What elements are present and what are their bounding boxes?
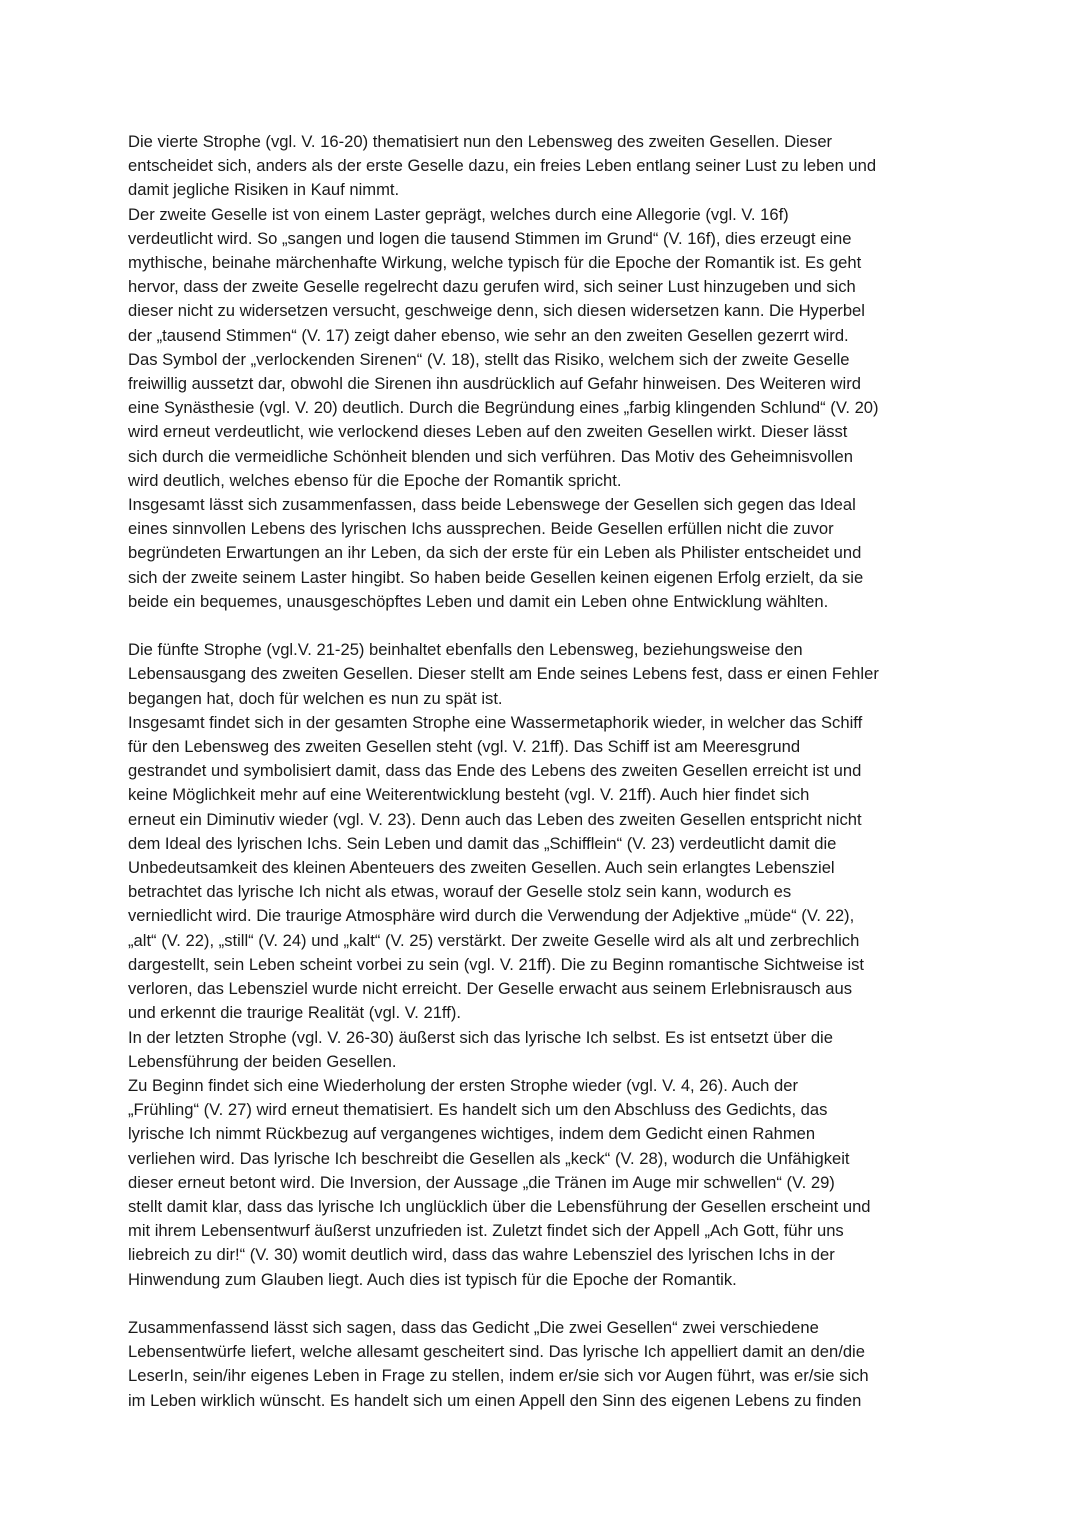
text-line: „alt“ (V. 22), „still“ (V. 24) und „kalt“ (V. 25) verstärkt. Der zweite Geselle wird als alt und zerbrechlich — [128, 930, 860, 950]
text-line: keine Möglichkeit mehr auf eine Weiterentwicklung besteht (vgl. V. 21ff). Auch hier findet sich — [128, 785, 810, 805]
text-line: Hinwendung zum Glauben liegt. Auch dies ist typisch für die Epoche der Romantik. — [128, 1269, 737, 1289]
text-line: lyrische Ich nimmt Rückbezug auf vergangenes wichtiges, indem dem Gedicht einen Rahmen — [128, 1124, 816, 1144]
text-line: Lebensführung der beiden Gesellen. — [128, 1051, 397, 1071]
text-line: verliehen wird. Das lyrische Ich beschreibt die Gesellen als „keck“ (V. 28), wodurch die Unfähigkeit — [128, 1148, 850, 1168]
text-line: sich durch die vermeidliche Schönheit blenden und sich verführen. Das Motiv des Geheimnisvollen — [128, 446, 853, 466]
text-line: verniedlicht wird. Die traurige Atmosphäre wird durch die Verwendung der Adjektive „müde“ (V. 22), — [128, 906, 855, 926]
text-line: „Frühling“ (V. 27) wird erneut thematisiert. Es handelt sich um den Abschluss des Gedichts, das — [128, 1100, 828, 1120]
text-line: dargestellt, sein Leben scheint vorbei zu sein (vgl. V. 21ff). Die zu Beginn romantische Sichtweise ist — [128, 954, 865, 974]
text-line: verdeutlicht wird. So „sangen und logen die tausend Stimmen im Grund“ (V. 16f), dies erzeugt eine — [128, 228, 852, 248]
text-line: damit jegliche Risiken in Kauf nimmt. — [128, 180, 400, 200]
paragraph-gap — [128, 1292, 958, 1316]
paragraph-block-strophe-4 — [128, 130, 958, 614]
text-line: erneut ein Diminutiv wieder (vgl. V. 23). Denn auch das Leben des zweiten Gesellen entspricht nicht — [128, 809, 862, 829]
text-line: mit ihrem Lebensentwurf äußerst unzufrieden ist. Zuletzt findet sich der Appell „Ach Gott, führ uns — [128, 1221, 844, 1241]
text-line: beide ein bequemes, unausgeschöpftes Leben und damit ein Leben ohne Entwicklung wählten. — [128, 591, 829, 611]
document-page — [128, 130, 958, 1413]
text-line: dieser erneut betont wird. Die Inversion, der Aussage „die Tränen im Auge mir schwellen“ (V. 29) — [128, 1172, 835, 1192]
text-line: begründeten Erwartungen an ihr Leben, da sich der erste für ein Leben als Philister entscheidet und — [128, 543, 862, 563]
text-line: für den Lebensweg des zweiten Gesellen steht (vgl. V. 21ff). Das Schiff ist am Meeresgrund — [128, 737, 801, 757]
text-line: Lebensentwürfe liefert, welche allesamt gescheitert sind. Das lyrische Ich appelliert damit an den/die — [128, 1342, 865, 1362]
text-line: Lebensausgang des zweiten Gesellen. Dieser stellt am Ende seines Lebens fest, dass er einen Fehler — [128, 664, 879, 684]
text-line: LeserIn, sein/ihr eigenes Leben in Frage zu stellen, indem er/sie sich vor Augen führt, was er/sie sich — [128, 1366, 869, 1386]
text-line: entscheidet sich, anders als der erste Geselle dazu, ein freies Leben entlang seiner Lust zu leben und — [128, 156, 877, 176]
text-line: dieser nicht zu widersetzen versucht, geschweige denn, sich diesen widersetzen kann. Die Hyperbel — [128, 301, 865, 321]
text-line: Zusammenfassend lässt sich sagen, dass das Gedicht „Die zwei Gesellen“ zwei verschiedene — [128, 1317, 819, 1337]
text-line: betrachtet das lyrische Ich nicht als etwas, worauf der Geselle stolz sein kann, wodurch es — [128, 882, 792, 902]
text-line: Insgesamt findet sich in der gesamten Strophe eine Wassermetaphorik wieder, in welcher das Schiff — [128, 712, 863, 732]
paragraph-gap — [128, 614, 958, 638]
text-line: eine Synästhesie (vgl. V. 20) deutlich. Durch die Begründung eines „farbig klingenden Schlund“ (V. 20) — [128, 398, 879, 418]
text-line: Der zweite Geselle ist von einem Laster geprägt, welches durch eine Allegorie (vgl. V. 16f) — [128, 204, 789, 224]
text-line: Das Symbol der „verlockenden Sirenen“ (V. 18), stellt das Risiko, welchem sich der zweite Geselle — [128, 349, 850, 369]
text-line: begangen hat, doch für welchen es nun zu spät ist. — [128, 688, 503, 708]
text-line: Die vierte Strophe (vgl. V. 16-20) thematisiert nun den Lebensweg des zweiten Gesellen. Dieser — [128, 132, 833, 151]
text-line: wird erneut verdeutlicht, wie verlockend dieses Leben auf den zweiten Gesellen wirkt. Dieser lässt — [128, 422, 848, 442]
text-line: und erkennt die traurige Realität (vgl. V. 21ff). — [128, 1003, 461, 1023]
text-line: hervor, dass der zweite Geselle regelrecht dazu gerufen wird, sich seiner Lust hinzugeben und sich — [128, 277, 856, 297]
paragraph-block-strophe-5-6 — [128, 638, 958, 1291]
text-line: wird deutlich, welches ebenso für die Epoche der Romantik spricht. — [128, 470, 622, 490]
text-line: eines sinnvollen Lebens des lyrischen Ichs aussprechen. Beide Gesellen erfüllen nicht die zuvor — [128, 519, 834, 539]
text-line: im Leben wirklich wünscht. Es handelt sich um einen Appell den Sinn des eigenen Lebens zu finden — [128, 1390, 862, 1410]
text-line: gestrandet und symbolisiert damit, dass das Ende des Lebens des zweiten Gesellen erreicht ist und — [128, 761, 862, 781]
text-line: Die fünfte Strophe (vgl.V. 21-25) beinhaltet ebenfalls den Lebensweg, beziehungsweise den — [128, 640, 803, 660]
text-line: verloren, das Lebensziel wurde nicht erreicht. Der Geselle erwacht aus seinem Erlebnisrausch aus — [128, 979, 853, 999]
text-line: Unbedeutsamkeit des kleinen Abenteuers des zweiten Gesellen. Auch sein erlangtes Lebensziel — [128, 858, 835, 878]
text-line: sich der zweite seinem Laster hingibt. So haben beide Gesellen keinen eigenen Erfolg erzielt, da sie — [128, 567, 864, 587]
text-line: Insgesamt lässt sich zusammenfassen, dass beide Lebenswege der Gesellen sich gegen das Ideal — [128, 495, 856, 515]
text-line: In der letzten Strophe (vgl. V. 26-30) äußerst sich das lyrische Ich selbst. Es ist entsetzt über die — [128, 1027, 833, 1047]
text-line: Zu Beginn findet sich eine Wiederholung der ersten Strophe wieder (vgl. V. 4, 26). Auch der — [128, 1075, 798, 1095]
text-line: liebreich zu dir!“ (V. 30) womit deutlich wird, dass das wahre Lebensziel des lyrischen Ichs in der — [128, 1245, 835, 1265]
text-line: freiwillig aussetzt dar, obwohl die Sirenen ihn ausdrücklich auf Gefahr hinweisen. Des Weiteren wird — [128, 374, 861, 394]
text-line: mythische, beinahe märchenhafte Wirkung, welche typisch für die Epoche der Romantik ist. Es geht — [128, 253, 862, 273]
text-line: stellt damit klar, dass das lyrische Ich unglücklich über die Lebensführung der Gesellen erscheint und — [128, 1196, 871, 1216]
paragraph-block-conclusion — [128, 1316, 958, 1413]
text-line: der „tausend Stimmen“ (V. 17) zeigt daher ebenso, wie sehr an den zweiten Gesellen gezerrt wird. — [128, 325, 849, 345]
text-line: dem Ideal des lyrischen Ichs. Sein Leben und damit das „Schifflein“ (V. 23) verdeutlicht damit die — [128, 833, 837, 853]
